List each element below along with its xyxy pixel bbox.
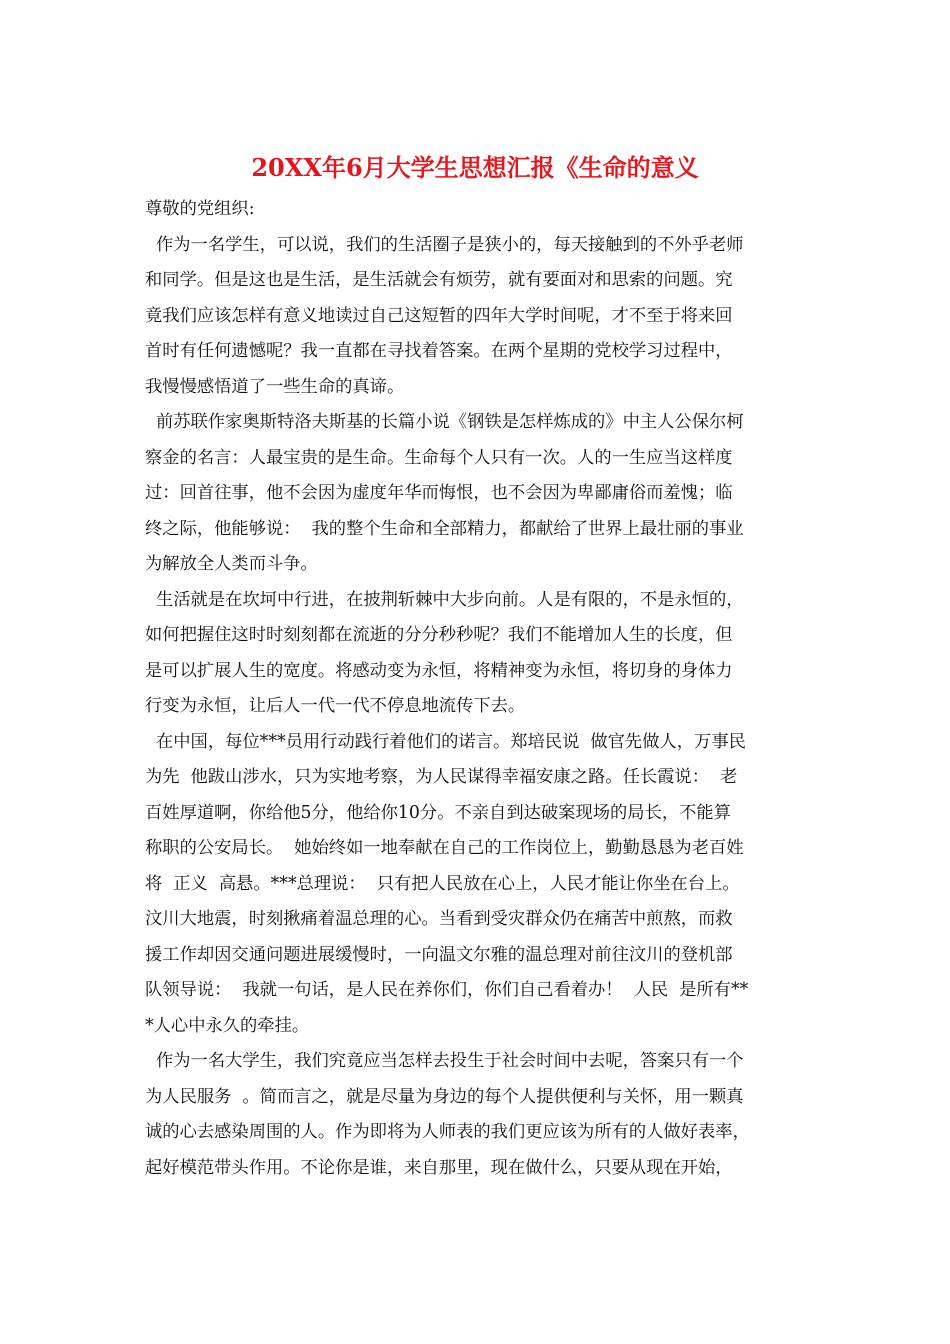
body-line: 首时有任何遗憾呢？我一直都在寻找着答案。在两个星期的党校学习过程中， — [145, 341, 733, 361]
body-line: 队领导说： 我就一句话，是人民在养你们，你们自己看着办！ 人民 是所有** — [145, 980, 749, 1000]
body-line: 援工作却因交通问题进展缓慢时，一向温文尔雅的温总理对前往汶川的登机部 — [145, 944, 733, 965]
body-line: 如何把握住这时时刻刻都在流逝的分分秒秒呢？我们不能增加人生的长度，但 — [145, 625, 733, 645]
body-line: 终之际，他能够说： 我的整个生命和全部精力，都献给了世界上最壮丽的事业 — [145, 518, 744, 539]
body-line: 在中国，每位***员用行动践行着他们的诺言。郑培民说 做官先做人，万事民 — [145, 731, 746, 752]
document-body — [145, 192, 807, 1186]
body-line: 汶川大地震，时刻揪痛着温总理的心。当看到受灾群众仍在痛苦中煎熬，而救 — [145, 909, 733, 929]
body-line: 是可以扩展人生的宽度。将感动变为永恒，将精神变为永恒，将切身的身体力 — [145, 660, 733, 681]
body-line: 起好模范带头作用。不论你是谁，来自那里，现在做什么，只要从现在开始， — [145, 1157, 733, 1178]
body-line: 察金的名言：人最宝贵的是生命。生命每个人只有一次。人的一生应当这样度 — [145, 447, 733, 468]
document-title: 20XX年6月大学生思想汇报《生命的意义 — [251, 153, 699, 182]
body-line: 尊敬的党组织: — [145, 199, 255, 219]
body-line: 作为一名学生，可以说，我们的生活圈子是狭小的，每天接触到的不外乎老师 — [145, 234, 744, 255]
body-line: 为人民服务 。简而言之，就是尽量为身边的每个人提供便利与关怀，用一颗真 — [145, 1086, 744, 1107]
body-line: 我慢慢感悟道了一些生命的真谛。 — [145, 376, 405, 397]
body-line: 作为一名大学生，我们究竟应当怎样去投生于社会时间中去呢，答案只有一个 — [145, 1051, 744, 1071]
body-line: 行变为永恒，让后人一代一代不停息地流传下去。 — [145, 696, 526, 716]
body-line: 诚的心去感染周围的人。作为即将为人师表的我们更应该为所有的人做好表率， — [145, 1122, 750, 1142]
body-line: *人心中永久的牵挂。 — [145, 1015, 310, 1036]
body-line: 竟我们应该怎样有意义地读过自己这短暂的四年大学时间呢，才不至于将来回 — [145, 305, 733, 326]
body-line: 为解放全人类而斗争。 — [145, 554, 318, 574]
body-line: 过：回首往事，他不会因为虚度年华而悔恨，也不会因为卑鄙庸俗而羞愧；临 — [145, 483, 733, 503]
body-line: 前苏联作家奥斯特洛夫斯基的长篇小说《钢铁是怎样炼成的》中主人公保尔柯 — [145, 412, 744, 432]
body-line: 称职的公安局长。 她始终如一地奉献在自己的工作岗位上，勤勤恳恳为老百姓 — [145, 838, 744, 858]
body-line: 生活就是在坎坷中行进，在披荆斩棘中大步向前。人是有限的，不是永恒的， — [145, 589, 744, 610]
body-line: 将 正义 高悬。***总理说： 只有把人民放在心上，人民才能让你坐在台上。 — [145, 873, 740, 894]
body-line: 为先 他跋山涉水，只为实地考察，为人民谋得幸福安康之路。任长霞说： 老 — [145, 767, 738, 787]
body-line: 百姓厚道啊，你给他5分，他给你10分。不亲自到达破案现场的局长，不能算 — [145, 802, 731, 823]
body-line: 和同学。但是这也是生活，是生活就会有烦劳，就有要面对和思索的问题。究 — [145, 270, 733, 290]
